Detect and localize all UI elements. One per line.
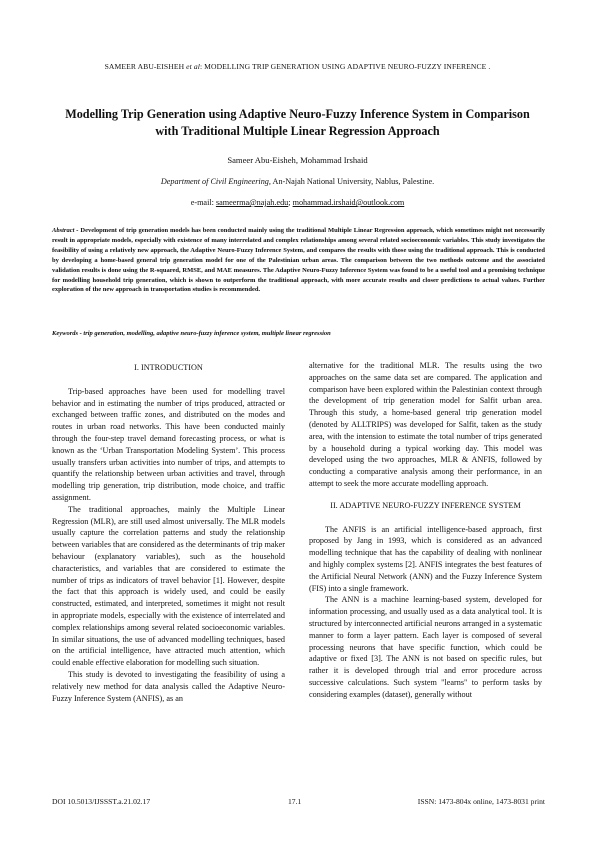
intro-paragraph-2: The traditional approaches, mainly the Multiple Linear Regression (MLR), are still used almost universally. The MLR models usually capture the correlation patterns and study the relationship between variables that are considered as the determinants of trip maker behaviour (explanatory variables), such as the household characteristics, and variables that are considered to estimate the number of trips as indicators of travel behavior [1]. However, despite the fact that this approach is widely used, and could be easily constructed, estimated, and interpreted, sometimes it might not result in appropriate models, especially with the existence of interrelated and complex relationships among several related socioeconomic variables. In similar situations, the use of advanced modelling techniques, based on the artificial intelligence, have attracted much attention, which could enable effective elaboration for modelling such situation.	[52, 504, 285, 668]
email-line	[0, 198, 595, 207]
email-separator: ;	[288, 198, 293, 207]
intro-paragraph-3: This study is devoted to investigating the feasibility of using a relatively new method for data analysis called the Adaptive Neuro-Fuzzy Inference System (ANFIS), as an	[52, 669, 285, 703]
email-link-2[interactable]: mohammad.irshaid@outlook.com	[292, 198, 405, 207]
keywords: Keywords - trip generation, modelling, adaptive neuro-fuzzy inference system, multiple linear regression	[52, 330, 331, 337]
affiliation	[0, 177, 595, 186]
section-heading-anfis: II. ADAPTIVE NEURO-FUZZY INFERENCE SYSTEM	[330, 500, 521, 510]
abstract-label: Abstract -	[52, 227, 81, 234]
email-link-1[interactable]: sameerma@najah.edu	[215, 198, 289, 207]
footer-page-number: 17.1	[288, 797, 302, 806]
section-heading-introduction: I. INTRODUCTION	[134, 363, 203, 372]
footer-doi: DOI 10.5013/IJSSST.a.21.02.17	[52, 797, 151, 806]
left-column	[52, 362, 285, 704]
running-head-etal: et al	[186, 62, 200, 71]
affiliation-institution: An-Najah National University, Nablus, Palestine.	[270, 177, 435, 186]
running-head-title: : MODELLING TRIP GENERATION USING ADAPTIVE NEURO-FUZZY INFERENCE .	[199, 62, 491, 71]
email-prefix: e-mail:	[190, 198, 216, 207]
right-column	[309, 360, 542, 701]
anfis-paragraph-2: The ANN is a machine learning-based system, developed for information processing, and usually used as a data analytical tool. It is structured by interconnected artificial neurons arranged in a systematic manner to form a layer pattern. Each layer is composed of several processing neurons that have specific function, which could be adaptive or fixed [3]. The ANN is not based on specific rules, but rather it is developed through trial and error procedure across successive calculations. Such system "learns" to perform tasks by considering examples (dataset), generally without	[309, 595, 542, 699]
author-list: Sameer Abu-Eisheh, Mohammad Irshaid	[227, 155, 368, 165]
anfis-paragraph-1: The ANFIS is an artificial intelligence-based approach, first proposed by Jang in 1993, which is considered as an advanced modelling technique that has the capability of dealing with nonlinear and highly complex systems [2]. ANFIS integrates the best features of the Artificial Neural Network (ANN) and the Fuzzy Inference System (FIS) into a single framework.	[309, 524, 542, 593]
footer-issn: ISSN: 1473-804x online, 1473-8031 print	[417, 797, 545, 806]
intro-paragraph-3-continued: alternative for the traditional MLR. The results using the two approaches on the same data set are compared. The application and comparison have been explored within the Palestinian context through the development of trip generation model for Salfit urban area. Through this study, a home-based general trip generation model (denoted by ALLTRIPS) was developed for Salfit, taken as the study area, with the intension to estimate the total number of trips generated by a household during a typical working day. This model was developed using the two approaches, MLR & ANFIS, followed by conducting a comparative analysis among their performance, in an attempt to seek the more accurate modelling approach.	[309, 361, 542, 488]
affiliation-department: Department of Civil Engineering,	[160, 177, 271, 186]
abstract-text: Development of trip generation models has been conducted mainly using the traditional Multiple Linear Regression approach, which sometimes might not necessarily result in appropriate models, especially with existence of many interrelated and complex relationships among several related socioeconomic variables. This study investigates the feasibility of using a relatively new approach, the Adaptive Neuro-Fuzzy Inference System, and compares the results with those using the traditional approach. This is conducted by developing a home-based general trip generation model for one of the Palestinian urban areas. The comparison between the two methods outcome and the associated validation results is done using the R-squared, RMSE, and MAE measures. The Adaptive Neuro-Fuzzy Inference System was found to be a useful tool and a promising technique for modelling household trip generation, which is shown to outperform the traditional approach, with more accurate results and closer predictions to actual values. Further exploration of the new approach in transportation studies is recommended.	[52, 227, 545, 294]
intro-paragraph-1: Trip-based approaches have been used for modelling travel behavior and in estimating the number of trips produced, attracted or exchanged between traffic zones, and distributed on the modes and routes in urban road networks. This have been conducted mainly through the four-step travel demand forecasting process, or what is known as the ‘Urban Transportation Modeling System’. This process usually transfers urban activities into number of trips, and attempts to quantify the relationship between urban activities and travel, through modelling trip generation, trip distribution, mode choice, and traffic assignment.	[52, 386, 285, 502]
running-head-author: SAMEER ABU-EISHEH	[104, 62, 187, 71]
abstract	[52, 226, 545, 295]
running-head	[0, 62, 595, 71]
paper-title: Modelling Trip Generation using Adaptive Neuro-Fuzzy Inference System in Comparison with Traditional Multiple Linear Regression Approach	[65, 107, 530, 138]
